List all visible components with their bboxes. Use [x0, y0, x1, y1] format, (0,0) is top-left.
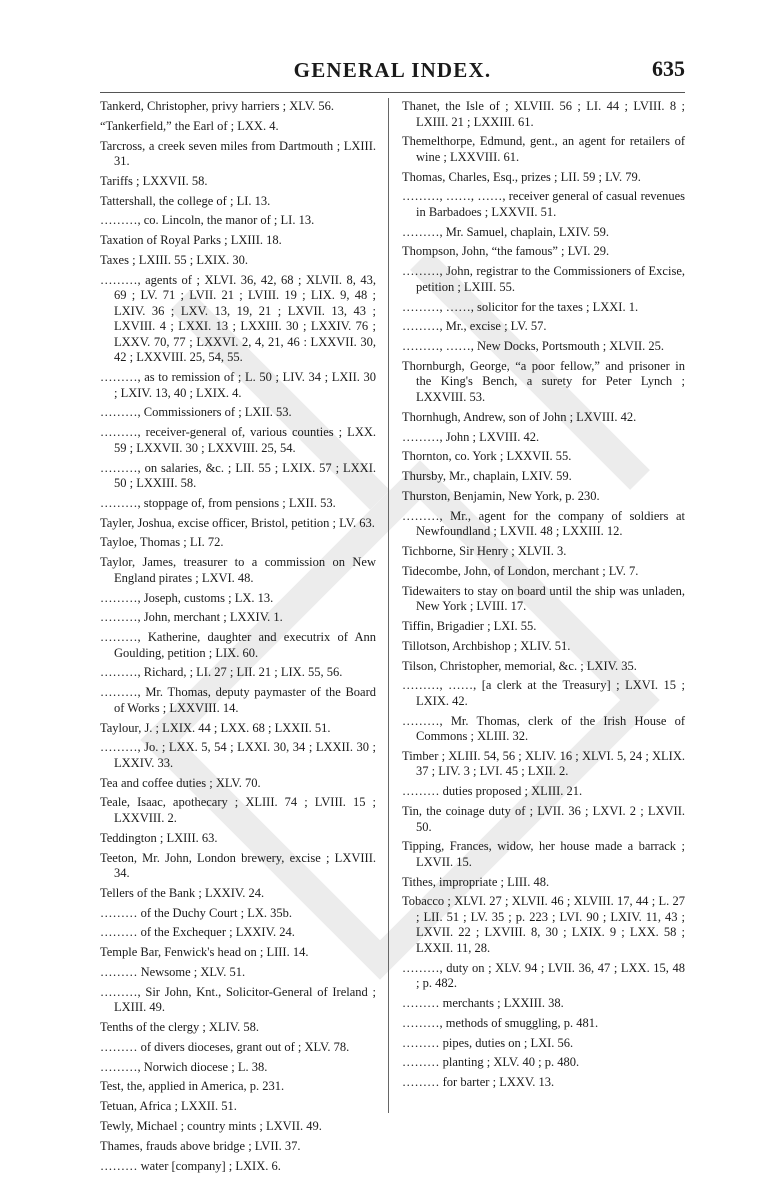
index-entry: Tellers of the Bank ; LXXIV. 24. — [100, 885, 265, 900]
right-column — [402, 99, 685, 1095]
index-entry: Timber ; XLIII. 54, 56 ; XLIV. 16 ; XLVI. 5, 24 ; XLIX. 37 ; LIV. 3 ; LVI. 45 ; LXII. 2. — [402, 748, 685, 779]
index-entry: Teale, Isaac, apothecary ; XLIII. 74 ; LVIII. 15 ; LXXVIII. 2. — [100, 795, 376, 825]
index-entry: ……… duties proposed ; XLIII. 21. — [402, 784, 583, 799]
index-entry: Temple Bar, Fenwick's head on ; LIII. 14. — [100, 945, 309, 960]
index-entry: Test, the, applied in America, p. 231. — [100, 1079, 285, 1094]
index-entry: ……… planting ; XLV. 40 ; p. 480. — [402, 1055, 580, 1070]
index-entry: Thornton, co. York ; LXXVII. 55. — [402, 449, 572, 464]
index-entry: ………, Mr. Thomas, deputy paymaster of the Board of Works ; LXXVIII. 14. — [100, 685, 376, 715]
index-entry: Tariffs ; LXXVII. 58. — [100, 173, 208, 188]
index-entry: Tipping, Frances, widow, her house made a barrack ; LXVII. 15. — [402, 839, 685, 869]
index-entry: Thomas, Charles, Esq., prizes ; LII. 59 ; LV. 79. — [402, 169, 641, 184]
index-entry: Tenths of the clergy ; XLIV. 58. — [100, 1020, 260, 1035]
index-entry: Tichborne, Sir Henry ; XLVII. 3. — [402, 544, 567, 559]
index-entry: Tattershall, the college of ; LI. 13. — [100, 193, 271, 208]
index-entry: Thursby, Mr., chaplain, LXIV. 59. — [402, 469, 572, 484]
index-entry: ………, agents of ; XLVI. 36, 42, 68 ; XLVII. 8, 43, 69 ; LV. 71 ; LVII. 21 ; LVIII. 19 ; LIX. 9, 48 ; LXIV. 36 ; LXV. 13, 19, 21 ; LXVII. 13, 43 ; LXVIII. 4 ; LXXI. 13 ; LXXIII. 30 ; LXXIV. 76 ; LXXV. 70, 77 ; LXXVI. 2, 4, 21, 46 : LXXVII. 30, 42 ; LXXVIII. 25, 54, 55. — [100, 272, 376, 365]
left-column — [100, 99, 376, 1178]
index-entry: Tankerd, Christopher, privy harriers ; XLV. 56. — [100, 99, 335, 113]
page-header — [100, 56, 685, 90]
index-entry: ………, Commissioners of ; LXII. 53. — [100, 405, 292, 420]
index-entry: ……… of divers dioceses, grant out of ; XLV. 78. — [100, 1039, 350, 1054]
index-entry: Thames, frauds above bridge ; LVII. 37. — [100, 1138, 301, 1153]
index-entry: ………, stoppage of, from pensions ; LXII. 53. — [100, 495, 336, 510]
index-entry: ………, John, merchant ; LXXIV. 1. — [100, 610, 283, 625]
index-entry: Tithes, impropriate ; LIII. 48. — [402, 874, 550, 889]
index-entry: Tetuan, Africa ; LXXII. 51. — [100, 1099, 237, 1114]
page-number: 635 — [652, 56, 685, 81]
index-entry: ……… of the Duchy Court ; LX. 35b. — [100, 905, 292, 920]
index-entry: ………, Mr. Samuel, chaplain, LXIV. 59. — [402, 224, 610, 239]
index-entry: ………, duty on ; XLV. 94 ; LVII. 36, 47 ; LXX. 15, 48 ; p. 482. — [402, 960, 685, 991]
index-entry: ………, Mr. Thomas, clerk of the Irish House of Commons ; XLIII. 32. — [402, 713, 685, 744]
index-entry: Tiffin, Brigadier ; LXI. 55. — [402, 618, 537, 633]
header-rule — [100, 92, 685, 93]
index-entry: Taxation of Royal Parks ; LXIII. 18. — [100, 233, 282, 248]
index-entry: ………, co. Lincoln, the manor of ; LI. 13. — [100, 213, 315, 228]
running-title: GENERAL INDEX. — [293, 58, 492, 82]
index-entry: ………, Sir John, Knt., Solicitor-General of Ireland ; LXIII. 49. — [100, 984, 376, 1015]
index-entry: ……… of the Exchequer ; LXXIV. 24. — [100, 925, 295, 940]
index-entry: ……… for barter ; LXXV. 13. — [402, 1075, 555, 1090]
index-entry: ………, receiver-general of, various counties ; LXX. 59 ; LXXVII. 30 ; LXXVIII. 25, 54. — [100, 425, 376, 455]
index-entry: “Tankerfield,” the Earl of ; LXX. 4. — [100, 118, 279, 133]
index-entry: ………, Richard, ; LI. 27 ; LII. 21 ; LIX. 55, 56. — [100, 665, 343, 680]
index-entry: ………, ……, ……, receiver general of casual revenues in Barbadoes ; LXXVII. 51. — [402, 189, 685, 219]
index-entry: Thurston, Benjamin, New York, p. 230. — [402, 488, 600, 503]
index-entry: ……… pipes, duties on ; LXI. 56. — [402, 1035, 574, 1050]
index-entry: Tin, the coinage duty of ; LVII. 36 ; LXVI. 2 ; LXVII. 50. — [402, 804, 685, 834]
index-entry: Tidewaiters to stay on board until the ship was unladen, New York ; LVIII. 17. — [402, 583, 685, 614]
index-entry: ………, ……, solicitor for the taxes ; LXXI. 1. — [402, 299, 639, 314]
index-entry: Tobacco ; XLVI. 27 ; XLVII. 46 ; XLVIII. 17, 44 ; L. 27 ; LII. 51 ; LV. 35 ; p. 223 ; LVI. 90 ; LXIV. 11, 43 ; LXVII. 22 ; LXVIII. 8, 30 ; LXIX. 9 ; LXX. 58 ; LXXII. 11, 28. — [402, 894, 685, 955]
index-entry: Themelthorpe, Edmund, gent., an agent for retailers of wine ; LXXVIII. 61. — [402, 134, 685, 164]
index-entry: Tea and coffee duties ; XLV. 70. — [100, 775, 261, 790]
index-entry: Teddington ; LXIII. 63. — [100, 830, 218, 845]
index-entry: ………, ……, [a clerk at the Treasury] ; LXVI. 15 ; LXIX. 42. — [402, 678, 685, 708]
index-entry: ………, Joseph, customs ; LX. 13. — [100, 590, 274, 605]
index-entry: Thornhugh, Andrew, son of John ; LXVIII. 42. — [402, 409, 637, 424]
index-entry: ………, Norwich diocese ; L. 38. — [100, 1059, 268, 1074]
index-entry: Thompson, John, “the famous” ; LVI. 29. — [402, 244, 610, 259]
index-entry: ………, Katherine, daughter and executrix of Ann Goulding, petition ; LIX. 60. — [100, 630, 376, 660]
index-entry: ………, John, registrar to the Commissioners of Excise, petition ; LXIII. 55. — [402, 264, 685, 294]
index-entry: ……… water [company] ; LXIX. 6. — [100, 1158, 281, 1173]
index-entry: Tewly, Michael ; country mints ; LXVII. 49. — [100, 1119, 322, 1134]
index-entry: Taylor, James, treasurer to a commission on New England pirates ; LXVI. 48. — [100, 555, 376, 585]
index-entry: Tarcross, a creek seven miles from Dartmouth ; LXIII. 31. — [100, 138, 376, 169]
index-entry: Tayloe, Thomas ; LI. 72. — [100, 535, 224, 550]
index-entry: Thornburgh, George, “a poor fellow,” and prisoner in the King's Bench, a surety for Peter Lynch ; LXXVIII. 53. — [402, 358, 685, 404]
index-entry: Tillotson, Archbishop ; XLIV. 51. — [402, 638, 571, 653]
column-divider — [388, 98, 389, 1113]
index-entry: Tilson, Christopher, memorial, &c. ; LXIV. 35. — [402, 658, 637, 673]
index-entry: ………, on salaries, &c. ; LII. 55 ; LXIX. 57 ; LXXI. 50 ; LXXIII. 58. — [100, 460, 376, 491]
index-entry: Thanet, the Isle of ; XLVIII. 56 ; LI. 44 ; LVIII. 8 ; LXIII. 21 ; LXXIII. 61. — [402, 99, 685, 129]
index-entry: Taxes ; LXIII. 55 ; LXIX. 30. — [100, 253, 249, 268]
index-entry: Taylour, J. ; LXIX. 44 ; LXX. 68 ; LXXII. 51. — [100, 720, 331, 735]
index-entry: ………, methods of smuggling, p. 481. — [402, 1015, 599, 1030]
index-entry: ………, Mr., excise ; LV. 57. — [402, 319, 547, 334]
index-entry: Tayler, Joshua, excise officer, Bristol, petition ; LV. 63. — [100, 515, 375, 530]
index-entry: ………, ……, New Docks, Portsmouth ; XLVII. 25. — [402, 339, 665, 354]
index-entry: ……… merchants ; LXXIII. 38. — [402, 996, 564, 1010]
index-entry: Teeton, Mr. John, London brewery, excise ; LXVIII. 34. — [100, 850, 376, 881]
index-entry: Tidecombe, John, of London, merchant ; LV. 7. — [402, 563, 639, 578]
index-entry: ………, Mr., agent for the company of soldiers at Newfoundland ; LXVII. 48 ; LXXIII. 12. — [402, 508, 685, 539]
index-entry: ………, John ; LXVIII. 42. — [402, 429, 540, 444]
index-entry: ……… Newsome ; XLV. 51. — [100, 965, 246, 979]
index-entry: ………, as to remission of ; L. 50 ; LIV. 34 ; LXII. 30 ; LXIV. 13, 40 ; LXIX. 4. — [100, 370, 376, 400]
index-entry: ………, Jo. ; LXX. 5, 54 ; LXXI. 30, 34 ; LXXII. 30 ; LXXIV. 33. — [100, 740, 376, 770]
